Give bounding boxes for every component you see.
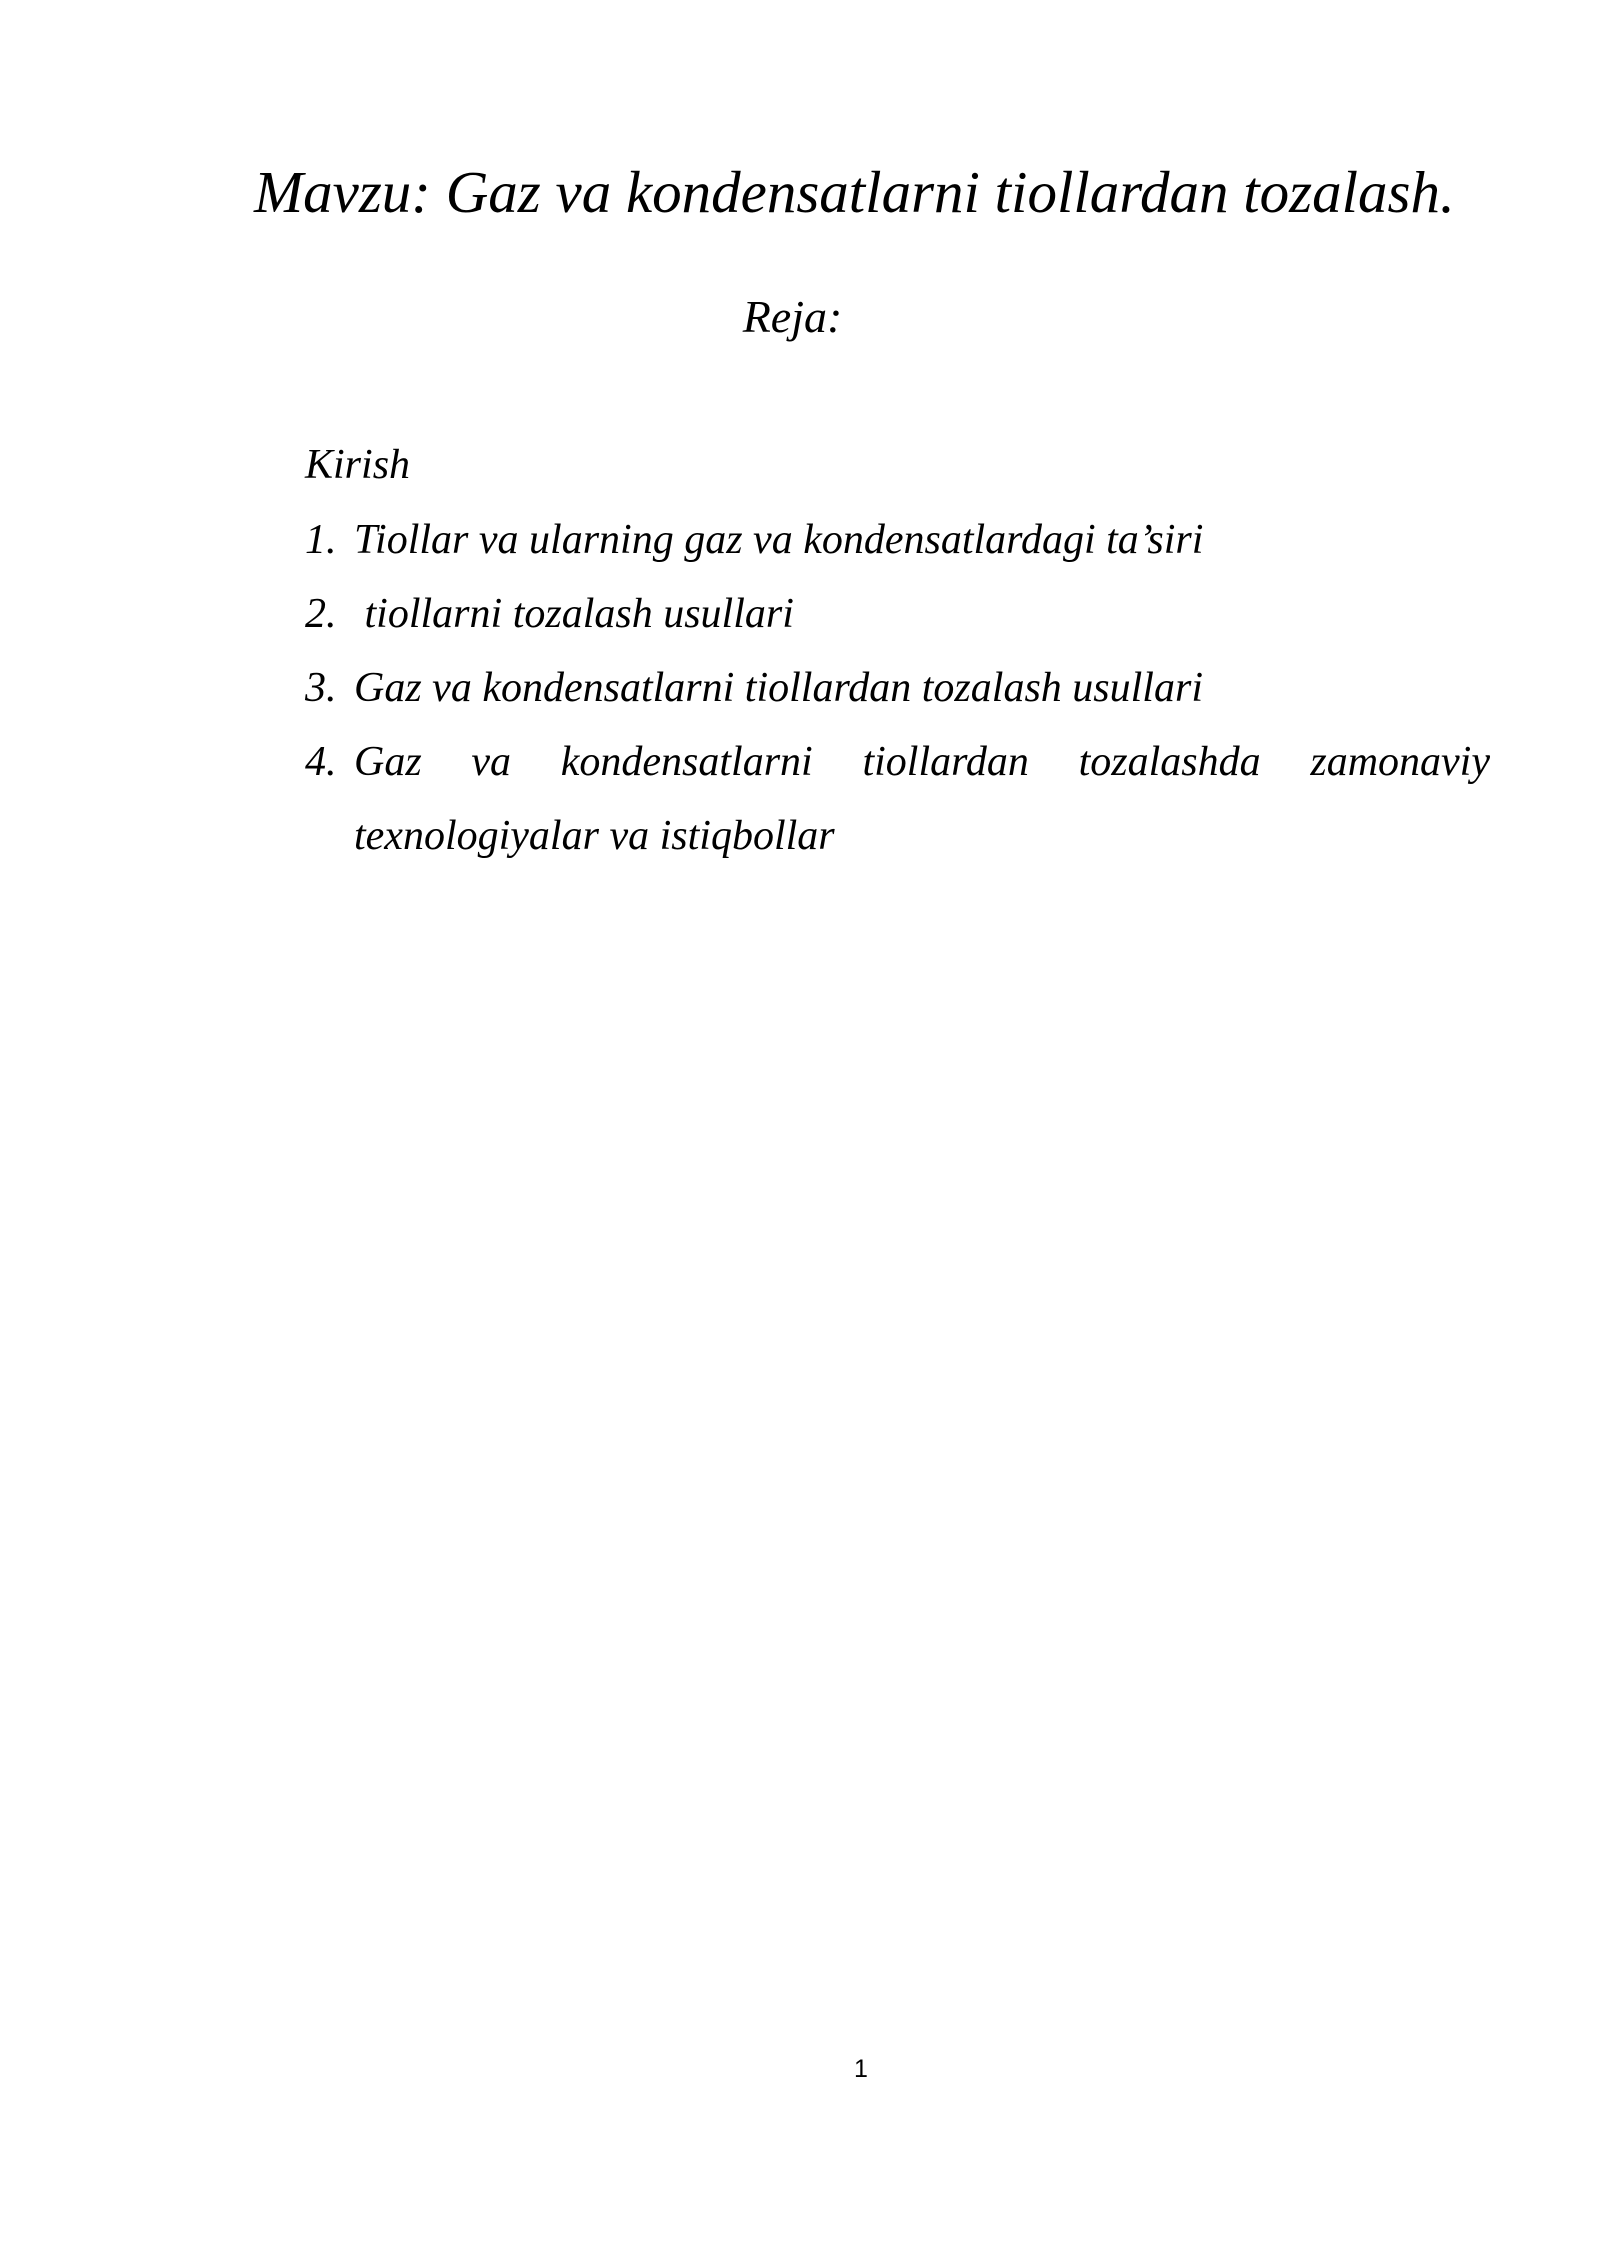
plan-item bbox=[305, 725, 1490, 873]
plan-item-text: Gaz va kondensatlarni tiollardan tozalash usullari bbox=[354, 665, 1203, 711]
plan-item-text: Gaz va kondensatlarni tiollardan tozalashda zamonaviy texnologiyalar va istiqbollar bbox=[354, 739, 1490, 859]
plan-item-number: 4. bbox=[305, 739, 337, 785]
plan-item-text: Tiollar va ularning gaz va kondensatlardagi ta’siri bbox=[354, 517, 1204, 563]
plan-item-number: 2. bbox=[305, 591, 337, 637]
plan-item-number: 1. bbox=[305, 517, 337, 563]
document-title: Mavzu: Gaz va kondensatlarni tiollardan tozalash. bbox=[254, 159, 1455, 225]
plan-item bbox=[305, 503, 1490, 577]
plan-item-text: tiollarni tozalash usullari bbox=[354, 591, 794, 637]
plan-heading: Reja: bbox=[742, 291, 843, 342]
plan-list bbox=[305, 503, 1490, 873]
page-number: 1 bbox=[854, 2055, 868, 2083]
plan-intro: Kirish bbox=[305, 442, 411, 488]
plan-item-number: 3. bbox=[305, 665, 337, 711]
plan-item bbox=[305, 577, 1490, 651]
plan-item bbox=[305, 651, 1490, 725]
